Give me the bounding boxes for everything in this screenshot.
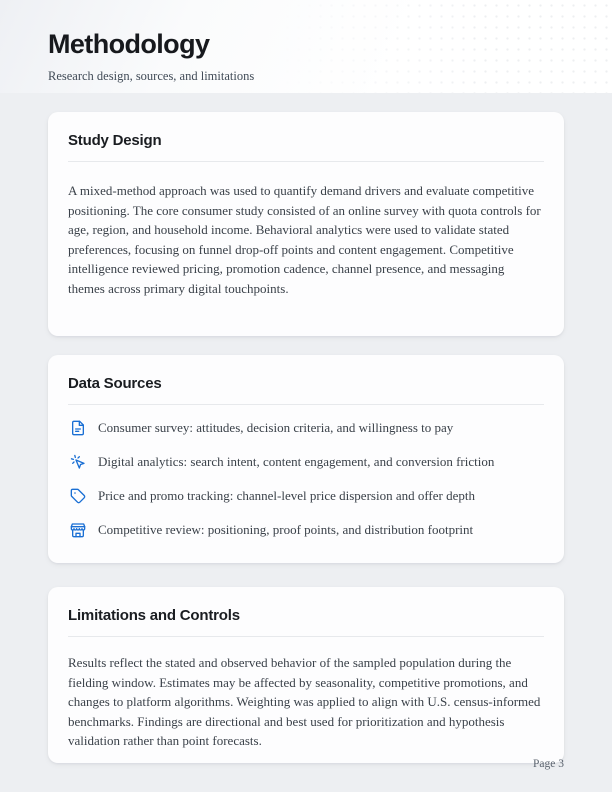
list-item bbox=[68, 479, 544, 513]
page-content bbox=[0, 112, 612, 763]
list-item bbox=[68, 513, 544, 547]
cursor-click-icon bbox=[70, 454, 86, 470]
list-item-text: Digital analytics: search intent, content engagement, and conversion friction bbox=[98, 454, 495, 469]
tag-icon bbox=[70, 488, 86, 504]
study-design-card bbox=[48, 112, 564, 336]
divider bbox=[68, 636, 544, 637]
page-subtitle: Research design, sources, and limitations bbox=[48, 68, 255, 83]
data-sources-heading: Data Sources bbox=[68, 375, 162, 392]
list-item-text: Price and promo tracking: channel-level price dispersion and offer depth bbox=[98, 488, 475, 503]
study-design-heading: Study Design bbox=[68, 132, 162, 149]
limitations-body: Results reflect the stated and observed behavior of the sampled population during the fielding window. Estimates may be affected by seasonality, competitive promotions, and changes to platform algorithms. Weighting was applied to align with U.S. census-informed benchmarks. Findings are directional and best used for prioritization and hypothesis validation rather than point forecasts. bbox=[68, 655, 541, 748]
limitations-heading: Limitations and Controls bbox=[68, 607, 240, 624]
data-sources-card bbox=[48, 355, 564, 563]
limitations-card bbox=[48, 587, 564, 763]
page-header bbox=[0, 0, 612, 93]
page-number: Page 3 bbox=[533, 758, 564, 770]
document-icon bbox=[70, 420, 86, 436]
list-item bbox=[68, 445, 544, 479]
list-item bbox=[68, 411, 544, 445]
data-sources-list bbox=[68, 411, 544, 547]
study-design-body: A mixed-method approach was used to quantify demand drivers and evaluate competitive positioning. The core consumer study consisted of an online survey with quota controls for age, region, and household income. Behavioral analytics were used to validate stated preferences, focusing on funnel drop-off points and content engagement. Competitive intelligence reviewed pricing, promotion cadence, channel presence, and messaging themes across primary digital touchpoints. bbox=[68, 183, 541, 296]
list-item-text: Consumer survey: attitudes, decision criteria, and willingness to pay bbox=[98, 420, 454, 435]
list-item-text: Competitive review: positioning, proof points, and distribution footprint bbox=[98, 522, 474, 537]
storefront-icon bbox=[70, 522, 86, 538]
divider bbox=[68, 404, 544, 405]
page-title: Methodology bbox=[48, 29, 210, 59]
divider bbox=[68, 161, 544, 162]
